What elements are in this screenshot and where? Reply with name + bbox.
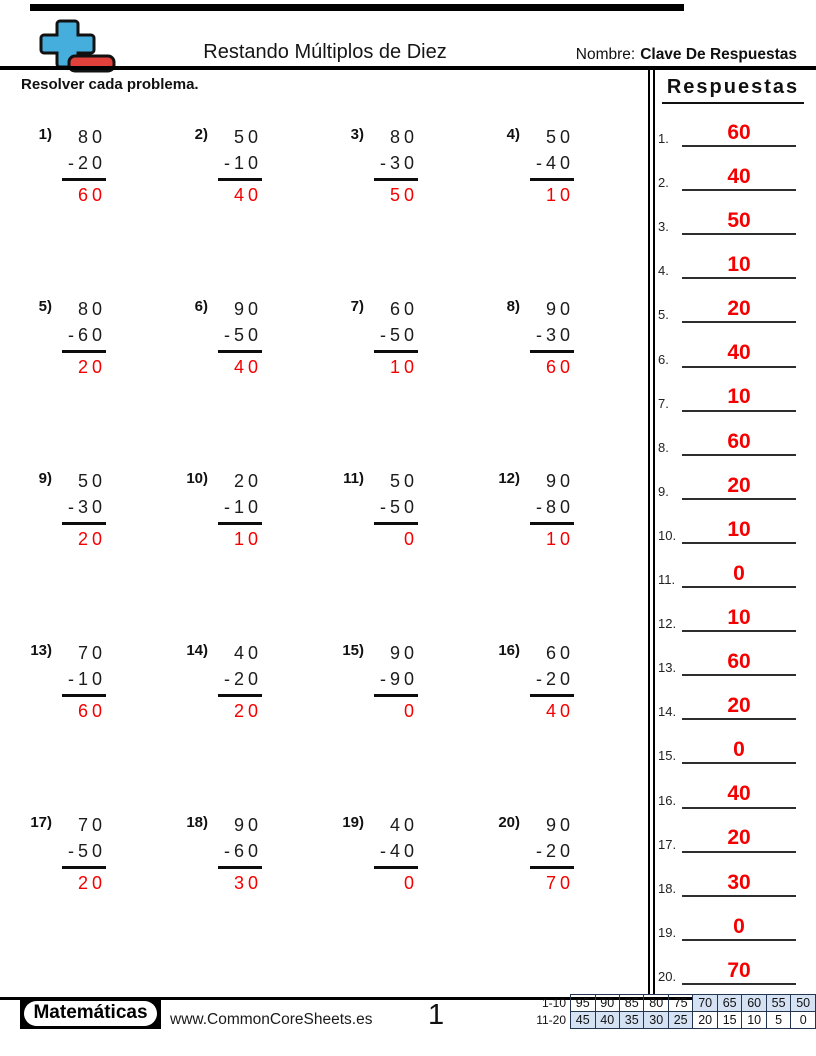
subtrahend: -50 bbox=[223, 325, 262, 345]
minuend: 70 bbox=[77, 815, 106, 835]
subtrahend: -10 bbox=[67, 669, 106, 689]
answer-item bbox=[658, 326, 796, 368]
answer-item bbox=[658, 105, 796, 147]
answer-number: 17. bbox=[658, 836, 677, 852]
answer-item bbox=[658, 193, 796, 235]
problem-number: 15) bbox=[342, 642, 364, 659]
score-cell: 80 bbox=[644, 995, 668, 1012]
answer-item bbox=[658, 414, 796, 456]
answer-number: 15. bbox=[658, 748, 677, 764]
score-row bbox=[531, 1012, 816, 1029]
answer-value: 20 bbox=[682, 694, 796, 720]
problem bbox=[178, 640, 334, 812]
answer-value: 60 bbox=[682, 650, 796, 676]
difference: 20 bbox=[218, 694, 262, 724]
score-cell: 10 bbox=[742, 1012, 766, 1029]
problem-column bbox=[530, 468, 574, 552]
problem-column bbox=[374, 812, 418, 896]
problem-number: 7) bbox=[350, 298, 364, 315]
problem-column bbox=[218, 124, 262, 208]
minuend: 90 bbox=[545, 471, 574, 491]
answer-value: 70 bbox=[682, 959, 796, 985]
instructions: Resolver cada problema. bbox=[21, 76, 199, 93]
problem-number: 3) bbox=[350, 126, 364, 143]
answer-number: 8. bbox=[658, 439, 669, 455]
answer-item bbox=[658, 899, 796, 941]
score-cell: 55 bbox=[766, 995, 790, 1012]
answer-number: 11. bbox=[658, 572, 676, 587]
difference: 40 bbox=[218, 178, 262, 208]
problem-number: 5) bbox=[38, 298, 52, 315]
answers-list bbox=[658, 105, 796, 1000]
score-row bbox=[531, 995, 816, 1012]
score-cell: 5 bbox=[766, 1012, 790, 1029]
answer-value: 40 bbox=[682, 782, 796, 808]
minuend: 40 bbox=[389, 815, 418, 835]
minuend: 90 bbox=[545, 815, 574, 835]
answer-value: 0 bbox=[682, 915, 796, 941]
problem-column bbox=[62, 124, 106, 208]
answer-number: 18. bbox=[658, 880, 677, 896]
subtrahend: -10 bbox=[223, 497, 262, 517]
minuend: 50 bbox=[389, 471, 418, 491]
subtrahend: -60 bbox=[67, 325, 106, 345]
answer-item bbox=[658, 546, 796, 588]
problem-column bbox=[62, 640, 106, 724]
minuend: 50 bbox=[545, 127, 574, 147]
minuend: 90 bbox=[545, 299, 574, 319]
top-bar bbox=[30, 4, 684, 11]
problem bbox=[334, 124, 490, 296]
subtrahend: -30 bbox=[535, 325, 574, 345]
subtrahend: -30 bbox=[379, 153, 418, 173]
problem-column bbox=[62, 812, 106, 896]
answer-number: 14. bbox=[658, 704, 677, 720]
subtrahend: -50 bbox=[379, 497, 418, 517]
answer-item bbox=[658, 767, 796, 809]
problem bbox=[22, 640, 178, 812]
difference: 0 bbox=[374, 866, 418, 896]
score-row-label: 11-20 bbox=[536, 1013, 567, 1027]
answer-number: 3. bbox=[658, 219, 669, 235]
problem-column bbox=[218, 812, 262, 896]
problem-column bbox=[530, 640, 574, 724]
answer-number: 2. bbox=[658, 175, 669, 191]
score-cell: 50 bbox=[791, 995, 816, 1012]
problem bbox=[490, 640, 646, 812]
answer-item bbox=[658, 281, 796, 323]
problem bbox=[334, 640, 490, 812]
score-table-body bbox=[531, 995, 816, 1029]
problem bbox=[178, 812, 334, 984]
subtrahend: -50 bbox=[67, 841, 106, 861]
minuend: 80 bbox=[77, 299, 106, 319]
difference: 20 bbox=[62, 522, 106, 552]
score-cell: 95 bbox=[571, 995, 595, 1012]
answer-number: 10. bbox=[658, 527, 677, 543]
difference: 10 bbox=[530, 522, 574, 552]
problem-number: 12) bbox=[498, 470, 520, 487]
answer-number: 7. bbox=[658, 395, 669, 411]
problem-column bbox=[62, 468, 106, 552]
answer-value: 20 bbox=[682, 474, 796, 500]
subtrahend: -60 bbox=[223, 841, 262, 861]
minuend: 20 bbox=[233, 471, 262, 491]
problem-column bbox=[530, 124, 574, 208]
answers-panel-header bbox=[656, 76, 810, 104]
answer-number: 5. bbox=[658, 307, 669, 323]
answer-value: 10 bbox=[682, 518, 796, 544]
answer-number: 12. bbox=[658, 616, 677, 632]
minuend: 50 bbox=[233, 127, 262, 147]
answers-panel-title: Respuestas bbox=[662, 76, 804, 104]
difference: 10 bbox=[374, 350, 418, 380]
subtrahend: -50 bbox=[379, 325, 418, 345]
difference: 20 bbox=[62, 350, 106, 380]
problem-number: 13) bbox=[30, 642, 52, 659]
score-cell: 65 bbox=[717, 995, 741, 1012]
answer-number: 19. bbox=[658, 924, 677, 940]
answer-number: 4. bbox=[658, 263, 669, 279]
score-cell: 0 bbox=[791, 1012, 816, 1029]
difference: 70 bbox=[530, 866, 574, 896]
name-row bbox=[576, 46, 797, 64]
problem-number: 14) bbox=[186, 642, 208, 659]
answer-value: 60 bbox=[682, 121, 796, 147]
problem-column bbox=[374, 124, 418, 208]
problem-number: 8) bbox=[506, 298, 520, 315]
problem bbox=[490, 812, 646, 984]
answer-item bbox=[658, 634, 796, 676]
brand-badge bbox=[20, 997, 161, 1029]
difference: 60 bbox=[530, 350, 574, 380]
answer-value: 0 bbox=[682, 562, 796, 588]
answer-number: 1. bbox=[658, 131, 669, 146]
problem bbox=[178, 296, 334, 468]
problem-number: 17) bbox=[30, 814, 52, 831]
subtrahend: -20 bbox=[67, 153, 106, 173]
minuend: 80 bbox=[77, 127, 106, 147]
answer-item bbox=[658, 855, 796, 897]
answer-value: 40 bbox=[682, 165, 796, 191]
brand-label: Matemáticas bbox=[24, 1001, 156, 1026]
answer-item bbox=[658, 811, 796, 853]
minuend: 40 bbox=[233, 643, 262, 663]
problem bbox=[22, 124, 178, 296]
score-cell: 90 bbox=[595, 995, 619, 1012]
answer-value: 30 bbox=[682, 871, 796, 897]
problem-column bbox=[374, 296, 418, 380]
score-row-label: 1-10 bbox=[541, 996, 567, 1010]
minuend: 80 bbox=[389, 127, 418, 147]
worksheet-title: Restando Múltiplos de Diez bbox=[203, 41, 447, 63]
website-text: www.CommonCoreSheets.es bbox=[170, 1011, 373, 1028]
score-cell: 20 bbox=[693, 1012, 717, 1029]
answer-value: 20 bbox=[682, 297, 796, 323]
answer-item bbox=[658, 722, 796, 764]
answer-value: 40 bbox=[682, 341, 796, 367]
problem bbox=[334, 296, 490, 468]
answer-value: 10 bbox=[682, 253, 796, 279]
score-table bbox=[531, 994, 816, 1029]
answer-item bbox=[658, 678, 796, 720]
subtrahend: -20 bbox=[535, 669, 574, 689]
problem bbox=[490, 468, 646, 640]
problem-column bbox=[62, 296, 106, 380]
answer-item bbox=[658, 149, 796, 191]
difference: 30 bbox=[218, 866, 262, 896]
score-cell: 35 bbox=[619, 1012, 643, 1029]
problem-number: 16) bbox=[498, 642, 520, 659]
difference: 20 bbox=[62, 866, 106, 896]
problem bbox=[22, 812, 178, 984]
problem bbox=[22, 468, 178, 640]
minuend: 90 bbox=[233, 299, 262, 319]
problem bbox=[178, 124, 334, 296]
problem bbox=[490, 296, 646, 468]
difference: 60 bbox=[62, 694, 106, 724]
answer-number: 20. bbox=[658, 968, 677, 984]
difference: 0 bbox=[374, 694, 418, 724]
answer-number: 16. bbox=[658, 792, 677, 808]
subtrahend: -90 bbox=[379, 669, 418, 689]
answer-value: 60 bbox=[682, 430, 796, 456]
problem-number: 9) bbox=[38, 470, 52, 487]
answer-value: 0 bbox=[682, 738, 796, 764]
answer-value: 50 bbox=[682, 209, 796, 235]
score-cell: 15 bbox=[717, 1012, 741, 1029]
difference: 40 bbox=[218, 350, 262, 380]
problem-number: 18) bbox=[186, 814, 208, 831]
answer-item bbox=[658, 590, 796, 632]
answer-number: 6. bbox=[658, 351, 669, 367]
answers-separator bbox=[648, 66, 655, 994]
problem-column bbox=[218, 640, 262, 724]
problem-number: 1) bbox=[38, 126, 52, 143]
difference: 0 bbox=[374, 522, 418, 552]
score-cell: 25 bbox=[668, 1012, 692, 1029]
name-label: Nombre: bbox=[575, 46, 636, 63]
minuend: 60 bbox=[545, 643, 574, 663]
minuend: 50 bbox=[77, 471, 106, 491]
minuend: 70 bbox=[77, 643, 106, 663]
problem-number: 19) bbox=[342, 814, 364, 831]
problem-column bbox=[218, 468, 262, 552]
answer-number: 9. bbox=[658, 483, 669, 499]
problem-column bbox=[530, 812, 574, 896]
minuend: 90 bbox=[389, 643, 418, 663]
score-cell: 30 bbox=[644, 1012, 668, 1029]
subtrahend: -20 bbox=[535, 841, 574, 861]
answer-item bbox=[658, 458, 796, 500]
problem bbox=[22, 296, 178, 468]
problem-column bbox=[530, 296, 574, 380]
problem bbox=[178, 468, 334, 640]
minuend: 60 bbox=[389, 299, 418, 319]
score-cell: 40 bbox=[595, 1012, 619, 1029]
difference: 50 bbox=[374, 178, 418, 208]
problem bbox=[334, 812, 490, 984]
subtrahend: -40 bbox=[379, 841, 418, 861]
minuend: 90 bbox=[233, 815, 262, 835]
problems-grid bbox=[22, 124, 646, 984]
page-number: 1 bbox=[428, 999, 445, 1031]
answer-item bbox=[658, 370, 796, 412]
score-cell: 85 bbox=[619, 995, 643, 1012]
problem-number: 4) bbox=[506, 126, 520, 143]
problem-number: 11) bbox=[343, 470, 364, 487]
problem-column bbox=[374, 640, 418, 724]
answer-value: 10 bbox=[682, 385, 796, 411]
difference: 10 bbox=[530, 178, 574, 208]
problem-number: 2) bbox=[194, 126, 208, 143]
difference: 40 bbox=[530, 694, 574, 724]
problem-column bbox=[374, 468, 418, 552]
subtrahend: -20 bbox=[223, 669, 262, 689]
problem-number: 20) bbox=[498, 814, 520, 831]
score-cell: 70 bbox=[693, 995, 717, 1012]
difference: 10 bbox=[218, 522, 262, 552]
score-cell: 75 bbox=[668, 995, 692, 1012]
subtrahend: -10 bbox=[223, 153, 262, 173]
answer-value: 20 bbox=[682, 826, 796, 852]
answer-number: 13. bbox=[658, 660, 677, 676]
subtrahend: -30 bbox=[67, 497, 106, 517]
problem-column bbox=[218, 296, 262, 380]
score-cell: 60 bbox=[742, 995, 766, 1012]
subtrahend: -40 bbox=[535, 153, 574, 173]
header-rule bbox=[0, 66, 816, 70]
answer-item bbox=[658, 237, 796, 279]
problem bbox=[490, 124, 646, 296]
problem-number: 6) bbox=[194, 298, 208, 315]
answer-item bbox=[658, 502, 796, 544]
difference: 60 bbox=[62, 178, 106, 208]
score-cell: 45 bbox=[571, 1012, 595, 1029]
problem-number: 10) bbox=[186, 470, 208, 487]
answer-value: 10 bbox=[682, 606, 796, 632]
name-value: Clave De Respuestas bbox=[640, 46, 797, 63]
answer-item bbox=[658, 943, 796, 985]
problem bbox=[334, 468, 490, 640]
subtrahend: -80 bbox=[535, 497, 574, 517]
